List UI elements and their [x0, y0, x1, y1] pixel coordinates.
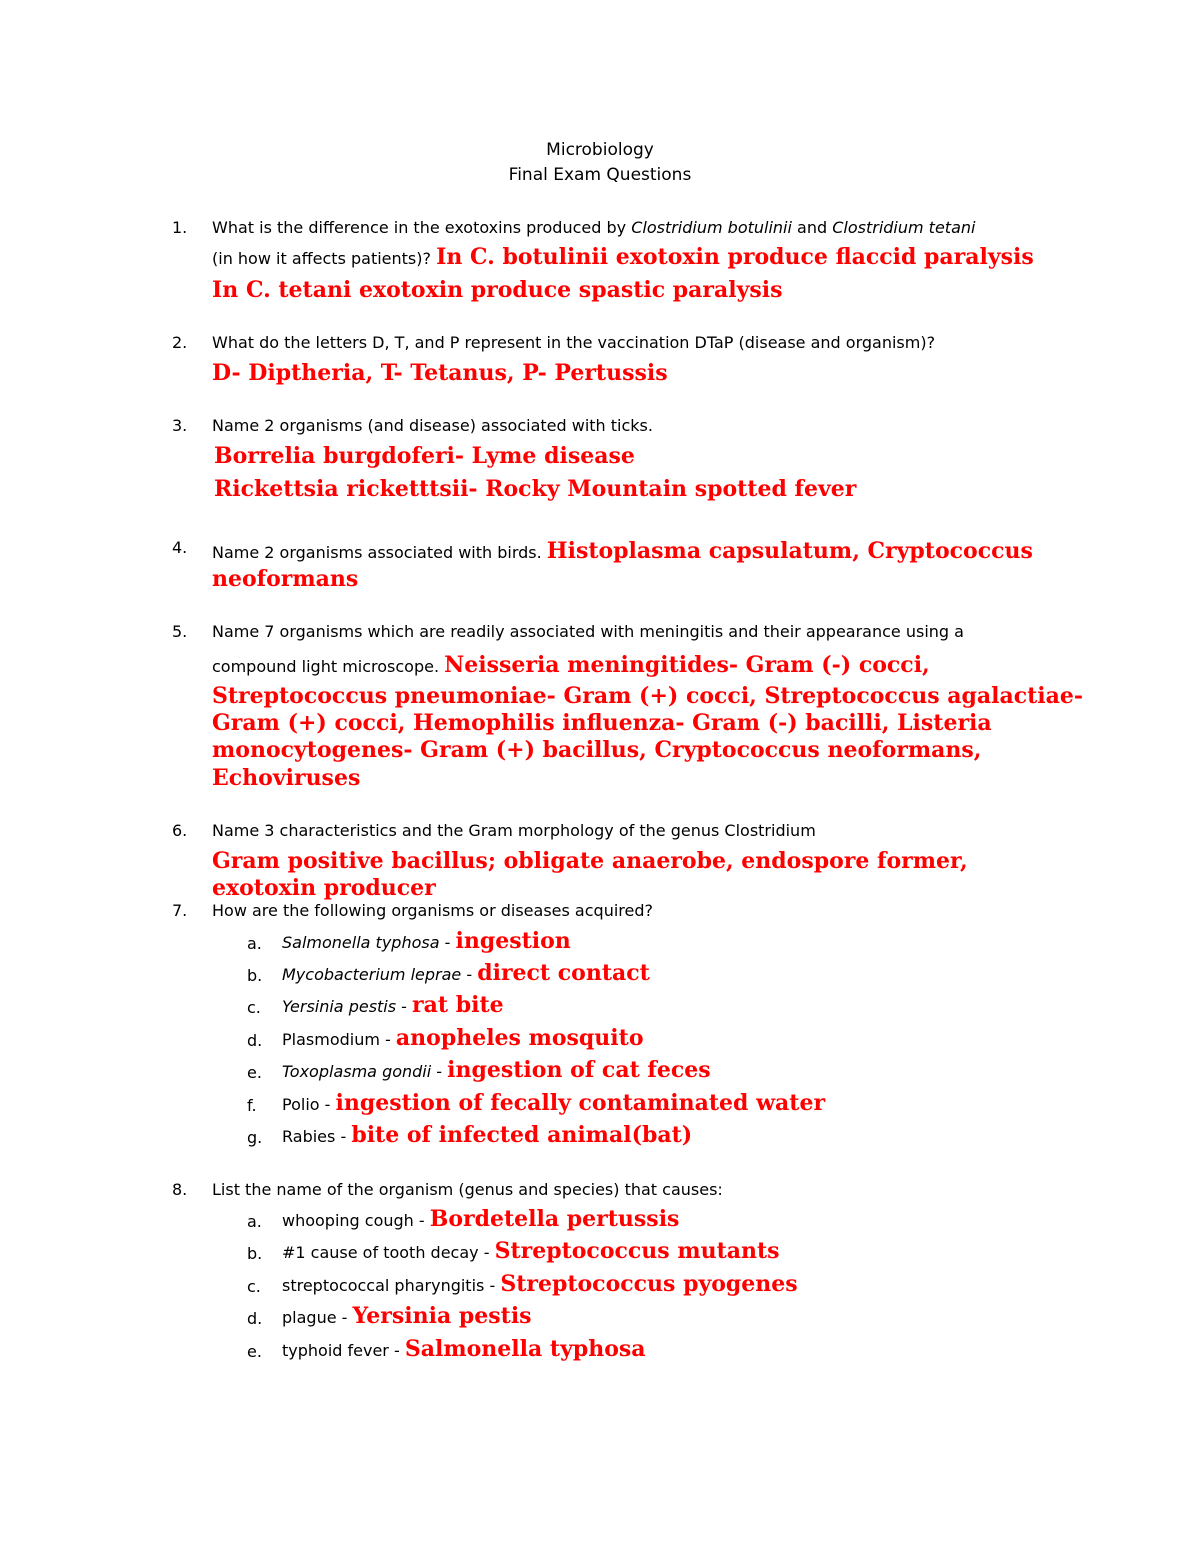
question-4-answer: Histoplasma capsulatum, Cryptococcus [546, 538, 1033, 564]
question-5-answer-2: Streptococcus pneumoniae- Gram (+) cocci, Streptococcus agalactiae- [212, 683, 1084, 709]
page-title: Final Exam Questions [508, 165, 692, 185]
q8-item-letter: a. [247, 1212, 262, 1231]
q8-item-answer: Streptococcus pyogenes [500, 1271, 798, 1297]
question-2-answer: D- Diptheria, T- Tetanus, P- Pertussis [212, 360, 668, 386]
q7-item-letter: f. [247, 1096, 257, 1115]
q7-item: Rabies - bite of infected animal(bat) [282, 1122, 693, 1148]
q8-item: streptococcal pharyngitis - Streptococcus pyogenes [282, 1271, 798, 1297]
question-5-answer-5: Echoviruses [212, 765, 361, 791]
q7-item-answer: direct contact [477, 960, 650, 986]
q8-item: plague - Yersinia pestis [282, 1303, 532, 1329]
q7-item-answer: anopheles mosquito [395, 1025, 644, 1051]
question-2-number: 2. [172, 333, 188, 352]
q7-item: Plasmodium - anopheles mosquito [282, 1025, 644, 1051]
question-1-answer-2: In C. tetani exotoxin produce spastic paralysis [212, 277, 783, 303]
question-1-answer: In C. botulinii exotoxin produce flaccid paralysis [436, 244, 1034, 270]
q7-item: Salmonella typhosa - ingestion [282, 928, 571, 954]
subject-heading: Microbiology [546, 140, 654, 160]
q7-item-answer: rat bite [412, 992, 504, 1018]
question-3-text: Name 2 organisms (and disease) associated with ticks. [212, 416, 653, 435]
question-5-text-cont: compound light microscope. Neisseria meningitides- Gram (-) cocci, [212, 652, 930, 678]
question-5-answer-4: monocytogenes- Gram (+) bacillus, Cryptococcus neoformans, [212, 737, 982, 763]
q7-item-answer: ingestion [455, 928, 571, 954]
question-6-number: 6. [172, 821, 188, 840]
q7-item-letter: b. [247, 966, 263, 985]
q7-item: Mycobacterium leprae - direct contact [282, 960, 650, 986]
question-8-text: List the name of the organism (genus and species) that causes: [212, 1180, 723, 1199]
q8-item-letter: d. [247, 1309, 263, 1328]
question-2-text: What do the letters D, T, and P represent in the vaccination DTaP (disease and organism)? [212, 333, 936, 352]
question-5-text: Name 7 organisms which are readily associated with meningitis and their appearance using a [212, 622, 964, 641]
q8-item: whooping cough - Bordetella pertussis [282, 1206, 680, 1232]
question-4-number: 4. [172, 538, 188, 557]
q7-item-letter: d. [247, 1031, 263, 1050]
question-3-number: 3. [172, 416, 188, 435]
question-8-number: 8. [172, 1180, 188, 1199]
question-5-answer: Neisseria meningitides- Gram (-) cocci, [444, 652, 930, 678]
q7-item-answer: ingestion of fecally contaminated water [335, 1090, 826, 1116]
q7-item: Toxoplasma gondii - ingestion of cat feces [282, 1057, 711, 1083]
question-6-answer-1: Gram positive bacillus; obligate anaerobe, endospore former, [212, 848, 968, 874]
q8-item-answer: Salmonella typhosa [404, 1336, 646, 1362]
question-7-number: 7. [172, 901, 188, 920]
q8-item-answer: Yersinia pestis [352, 1303, 532, 1329]
q7-item-letter: a. [247, 934, 262, 953]
question-5-number: 5. [172, 622, 188, 641]
q8-item-answer: Bordetella pertussis [429, 1206, 680, 1232]
q8-item-letter: c. [247, 1277, 261, 1296]
question-7-text: How are the following organisms or diseases acquired? [212, 901, 653, 920]
q8-item: #1 cause of tooth decay - Streptococcus mutants [282, 1238, 780, 1264]
q7-item: Yersinia pestis - rat bite [282, 992, 504, 1018]
q8-item: typhoid fever - Salmonella typhosa [282, 1336, 646, 1362]
q8-item-answer: Streptococcus mutants [494, 1238, 780, 1264]
question-1-text-cont: (in how it affects patients)? In C. botulinii exotoxin produce flaccid paralysis [212, 244, 1034, 270]
question-6-text: Name 3 characteristics and the Gram morphology of the genus Clostridium [212, 821, 816, 840]
question-1-text: What is the difference in the exotoxins produced by Clostridium botulinii and Clostridium tetani [212, 218, 976, 237]
q7-item-answer: ingestion of cat feces [447, 1057, 711, 1083]
question-6-answer-2: exotoxin producer [212, 875, 436, 901]
q7-item-letter: e. [247, 1063, 262, 1082]
q7-item-letter: c. [247, 998, 261, 1017]
q7-item-letter: g. [247, 1128, 263, 1147]
q8-item-letter: e. [247, 1342, 262, 1361]
question-4-answer-2: neoformans [212, 566, 359, 592]
question-3-answer-2: Rickettsia ricketttsii- Rocky Mountain spotted fever [214, 476, 857, 502]
q8-item-letter: b. [247, 1244, 263, 1263]
q7-item: Polio - ingestion of fecally contaminated water [282, 1090, 826, 1116]
q7-item-answer: bite of infected animal(bat) [351, 1122, 693, 1148]
question-4-text: Name 2 organisms associated with birds. Histoplasma capsulatum, Cryptococcus [212, 538, 1033, 564]
question-5-answer-3: Gram (+) cocci, Hemophilis influenza- Gram (-) bacilli, Listeria [212, 710, 992, 736]
question-1-number: 1. [172, 218, 188, 237]
question-3-answer-1: Borrelia burgdoferi- Lyme disease [214, 443, 635, 469]
